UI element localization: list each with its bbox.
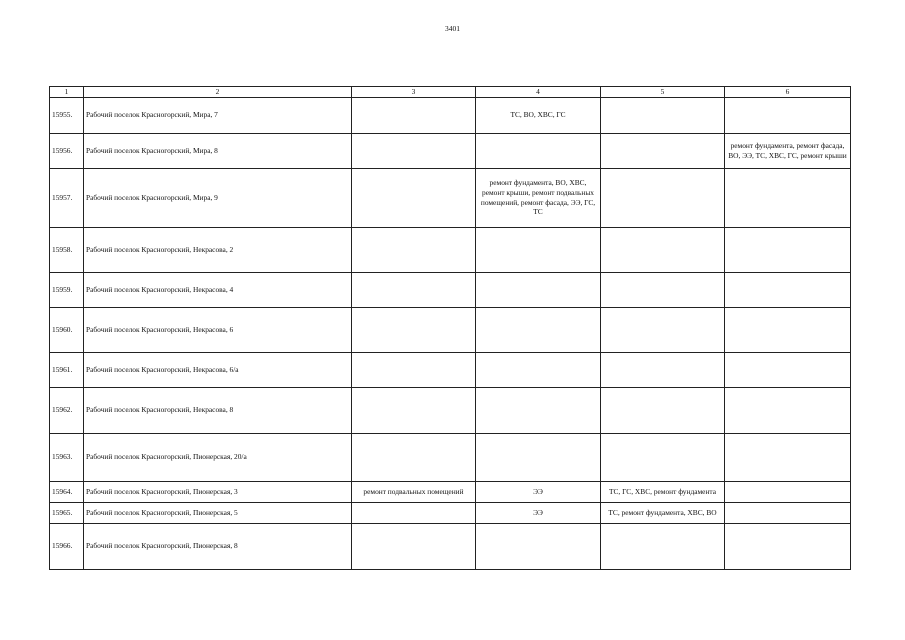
column-header: 6 [725,87,851,98]
work-cell [725,307,851,352]
table-row [50,523,851,569]
table-row [50,433,851,481]
column-header: 1 [50,87,84,98]
table-row [50,227,851,272]
work-cell [601,272,725,307]
work-cell [725,502,851,523]
work-cell: ремонт подвальных помещений [352,481,476,502]
row-number: 15963. [50,433,84,481]
work-cell [601,433,725,481]
column-header: 4 [476,87,601,98]
table-row [50,502,851,523]
address-cell: Рабочий поселок Красногорский, Некрасова, 2 [84,227,352,272]
work-cell [601,133,725,168]
table-row [50,168,851,227]
row-number: 15959. [50,272,84,307]
work-cell [725,97,851,133]
work-cell [725,523,851,569]
work-cell [601,307,725,352]
work-cell [352,97,476,133]
work-cell [476,227,601,272]
work-cell: ТС, ВО, ХВС, ГС [476,97,601,133]
row-number: 15962. [50,387,84,433]
work-cell [601,387,725,433]
row-number: 15955. [50,97,84,133]
address-cell: Рабочий поселок Красногорский, Пионерская, 5 [84,502,352,523]
work-cell [601,168,725,227]
column-number-row [50,87,851,98]
table-row [50,387,851,433]
work-cell [352,433,476,481]
column-header: 3 [352,87,476,98]
row-number: 15964. [50,481,84,502]
row-number: 15966. [50,523,84,569]
table-row [50,307,851,352]
works-table [49,86,851,570]
address-cell: Рабочий поселок Красногорский, Мира, 9 [84,168,352,227]
work-cell [601,97,725,133]
table-row [50,97,851,133]
work-cell: ремонт фундамента, ремонт фасада, ВО, ЭЭ, ТС, ХВС, ГС, ремонт крыши [725,133,851,168]
work-cell [601,523,725,569]
address-cell: Рабочий поселок Красногорский, Мира, 7 [84,97,352,133]
work-cell: ТС, ремонт фундамента, ХВС, ВО [601,502,725,523]
work-cell: ТС, ГС, ХВС, ремонт фундамента [601,481,725,502]
work-cell [476,307,601,352]
work-cell [476,433,601,481]
work-cell [476,352,601,387]
work-cell [352,272,476,307]
work-cell: ремонт фундамента, ВО, ХВС, ремонт крыши, ремонт подвальных помещений, ремонт фасада, ЭЭ, ГС, ТС [476,168,601,227]
work-cell [601,227,725,272]
address-cell: Рабочий поселок Красногорский, Некрасова, 4 [84,272,352,307]
column-header: 2 [84,87,352,98]
row-number: 15956. [50,133,84,168]
work-cell [725,433,851,481]
address-cell: Рабочий поселок Красногорский, Пионерская, 3 [84,481,352,502]
address-cell: Рабочий поселок Красногорский, Некрасова, 6 [84,307,352,352]
work-cell [352,352,476,387]
work-cell [601,352,725,387]
address-cell: Рабочий поселок Красногорский, Пионерская, 20/а [84,433,352,481]
work-cell [352,168,476,227]
work-cell [476,272,601,307]
address-cell: Рабочий поселок Красногорский, Мира, 8 [84,133,352,168]
work-cell [352,502,476,523]
work-cell [476,387,601,433]
work-cell [352,133,476,168]
table-row [50,481,851,502]
row-number: 15960. [50,307,84,352]
row-number: 15958. [50,227,84,272]
work-cell [352,387,476,433]
address-cell: Рабочий поселок Красногорский, Некрасова, 8 [84,387,352,433]
work-cell [476,133,601,168]
row-number: 15965. [50,502,84,523]
work-cell: ЭЭ [476,502,601,523]
work-cell [352,307,476,352]
address-cell: Рабочий поселок Красногорский, Некрасова, 6/а [84,352,352,387]
work-cell [725,227,851,272]
work-cell [725,272,851,307]
address-cell: Рабочий поселок Красногорский, Пионерская, 8 [84,523,352,569]
table-row [50,133,851,168]
work-cell [725,481,851,502]
work-cell: ЭЭ [476,481,601,502]
work-cell [725,387,851,433]
column-header: 5 [601,87,725,98]
page-number: 3401 [445,24,460,33]
row-number: 15961. [50,352,84,387]
work-cell [352,523,476,569]
table-row [50,352,851,387]
work-cell [725,352,851,387]
work-cell [476,523,601,569]
table-row [50,272,851,307]
row-number: 15957. [50,168,84,227]
work-cell [352,227,476,272]
work-cell [725,168,851,227]
